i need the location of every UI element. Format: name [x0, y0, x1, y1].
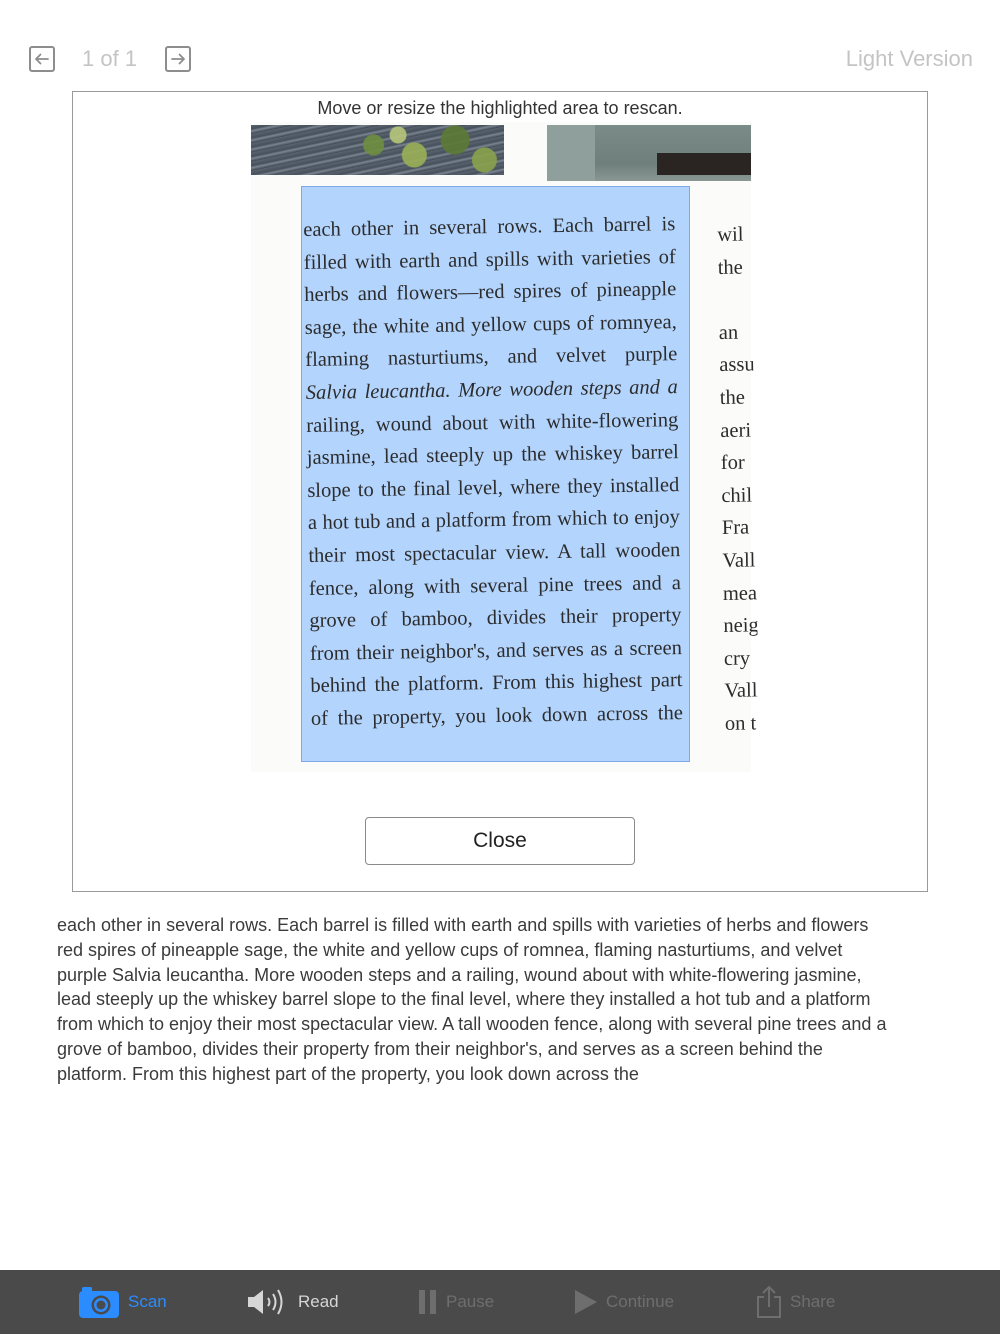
page-fragment: the: [717, 256, 743, 279]
page-fragment: the: [719, 386, 746, 409]
page-fragment: [718, 284, 753, 317]
read-label: Read: [298, 1292, 339, 1311]
page-fragment: Vall: [724, 679, 758, 703]
read-button[interactable]: [246, 1270, 339, 1334]
rescan-instruction: Move or resize the highlighted area to rescan.: [317, 98, 683, 118]
page-fragment: wil: [717, 223, 744, 246]
scan-preview-panel: [72, 91, 928, 892]
page-line: from their neighbor's, and serves as a screen: [309, 636, 683, 665]
page-indicator: 1 of 1: [82, 46, 138, 71]
camera-icon: [78, 1285, 120, 1319]
page-fragment: Vall: [722, 549, 756, 572]
page-photo-right: [547, 125, 751, 181]
recognized-text-line: platform. From this highest part of the property, you look down across the: [57, 1063, 639, 1084]
pause-label: Pause: [446, 1292, 495, 1311]
page-line: flaming nasturtiums, and velvet purple: [305, 343, 678, 372]
recognized-text-line: purple Salvia leucantha. More wooden steps and a railing, wound about with white-flowering jasmine,: [57, 964, 862, 985]
page-photo-left: [251, 125, 504, 175]
page-line: jasmine, lead steeply up the whiskey barrel: [306, 441, 679, 470]
page-fragment: Fra: [721, 516, 750, 540]
page-line: Salvia leucantha. More wooden steps and a: [305, 376, 678, 404]
recognized-text-line: grove of bamboo, divides their property from their neighbor's, and serves as a screen behind the: [57, 1038, 823, 1059]
recognized-text-line: from which to enjoy their most spectacular view. A tall wooden fence, along with several pine trees and a: [57, 1014, 887, 1035]
page-line: their most spectacular view. A tall wooden: [308, 539, 681, 567]
light-version-link[interactable]: Light Version: [845, 46, 973, 71]
scan-label: Scan: [128, 1292, 167, 1311]
page-line: railing, wound about with white-flowering: [306, 408, 679, 437]
arrow-right-icon: [169, 50, 187, 68]
pause-icon: [418, 1289, 438, 1315]
page-line: filled with earth and spills with varieties of: [303, 245, 676, 274]
top-bar: [0, 0, 1000, 90]
page-line: herbs and flowers—red spires of pineapple: [304, 278, 677, 307]
play-icon: [574, 1289, 598, 1315]
recognized-text-line: red spires of pineapple sage, the white and yellow cups of romnea, flaming nasturtiums, and velvet: [57, 939, 843, 960]
page-line: grove of bamboo, divides their property: [309, 604, 682, 633]
page-fragment: chil: [721, 484, 753, 507]
recognized-text-line: each other in several rows. Each barrel is filled with earth and spills with varieties of herbs and flowers: [57, 915, 869, 935]
recognized-text[interactable]: [57, 913, 947, 1087]
page-line: behind the platform. From this highest part: [310, 669, 683, 698]
continue-button[interactable]: [574, 1270, 674, 1334]
page-fragment: neig: [723, 614, 759, 638]
scan-button[interactable]: [78, 1270, 167, 1334]
continue-label: Continue: [606, 1292, 675, 1311]
scanned-page-image: [251, 122, 759, 772]
page-fragment: aeri: [720, 419, 752, 442]
previous-page-button[interactable]: [29, 46, 55, 72]
close-button[interactable]: Close: [365, 817, 635, 865]
page-fragment: mea: [722, 581, 758, 605]
share-icon: [756, 1285, 782, 1319]
pause-button[interactable]: [418, 1270, 494, 1334]
page-line: of the property, you look down across the: [310, 702, 684, 730]
speaker-icon: [246, 1287, 290, 1317]
page-fragment: cry: [723, 647, 751, 670]
page-right-column-fragment: [717, 218, 759, 740]
page-fragment: assu: [719, 353, 755, 377]
bottom-toolbar: [0, 1270, 1000, 1334]
share-label: Share: [790, 1292, 836, 1311]
page-line: slope to the final level, where they installed: [307, 473, 680, 502]
next-page-button[interactable]: [165, 46, 191, 72]
page-line: each other in several rows. Each barrel is: [303, 213, 676, 241]
page-text-column: [303, 208, 683, 735]
share-button[interactable]: [756, 1270, 835, 1334]
page-fragment: for: [720, 451, 745, 475]
page-line: fence, along with several pine trees and a: [308, 571, 682, 600]
arrow-left-icon: [33, 50, 51, 68]
page-fragment: an: [718, 321, 739, 344]
page-fragment: on t: [724, 712, 757, 735]
page-line: sage, the white and yellow cups of romnyea,: [304, 310, 677, 339]
page-line: a hot tub and a platform from which to enjoy: [307, 506, 680, 535]
recognized-text-line: lead steeply up the whiskey barrel slope to the final level, where they installed a hot tub and a platform: [57, 989, 871, 1010]
